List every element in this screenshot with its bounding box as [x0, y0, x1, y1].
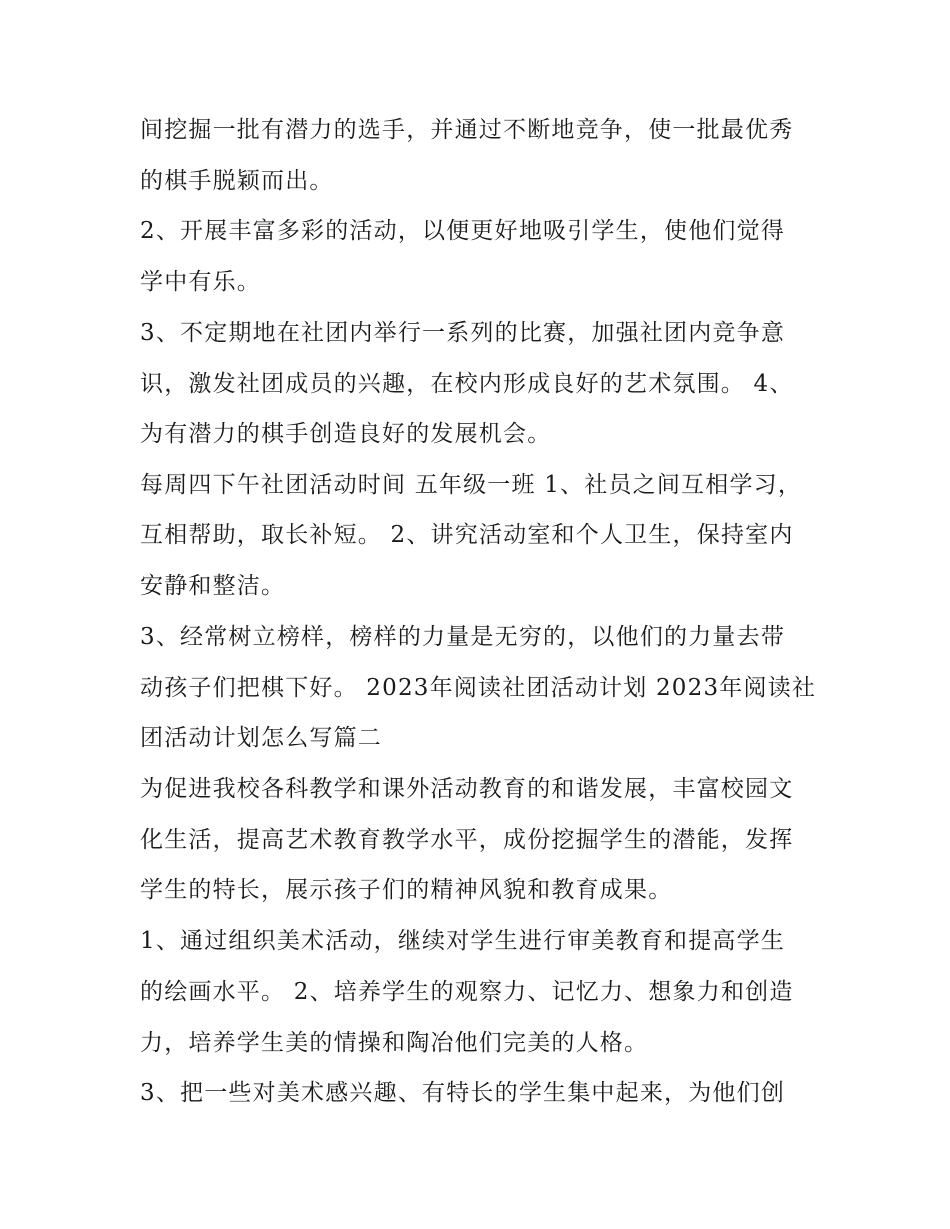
text-line: 学生的特长，展示孩子们的精神风貌和教育成果。	[140, 877, 673, 903]
text-line: 3、不定期地在社团内举行一系列的比赛，加强社团内竞争意	[140, 320, 786, 346]
text-line: 2、开展丰富多彩的活动，以便更好地吸引学生，使他们觉得	[140, 218, 786, 244]
text-line: 学中有乐。	[140, 269, 261, 295]
text-line: 团活动计划怎么写篇二	[140, 725, 382, 751]
text-line: 每周四下午社团活动时间 五年级一班 1、社员之间互相学习，	[140, 472, 803, 498]
text-line: 3、经常树立榜样，榜样的力量是无穷的，以他们的力量去带	[140, 624, 786, 650]
text-line: 动孩子们把棋下好。 2023年阅读社团活动计划 2023年阅读社	[140, 675, 817, 701]
text-line: 为促进我校各科教学和课外活动教育的和谐发展，丰富校园文	[140, 776, 794, 802]
text-line: 3、把一些对美术感兴趣、有特长的学生集中起来，为他们创	[140, 1080, 786, 1106]
text-line: 1、通过组织美术活动，继续对学生进行审美教育和提高学生	[140, 928, 786, 954]
text-line: 的绘画水平。 2、培养学生的观察力、记忆力、想象力和创造	[140, 979, 794, 1005]
text-line: 为有潜力的棋手创造良好的发展机会。	[140, 421, 552, 447]
text-line: 安静和整洁。	[140, 573, 286, 599]
text-line: 力，培养学生美的情操和陶冶他们完美的人格。	[140, 1030, 649, 1056]
text-line: 识，激发社团成员的兴趣，在校内形成良好的艺术氛围。 4、	[140, 371, 794, 397]
text-line: 化生活，提高艺术教育教学水平，成份挖掘学生的潜能，发挥	[140, 827, 794, 853]
text-line: 的棋手脱颖而出。	[140, 168, 334, 194]
text-line: 间挖掘一批有潜力的选手，并通过不断地竞争，使一批最优秀	[140, 117, 794, 143]
text-line: 互相帮助，取长补短。 2、讲究活动室和个人卫生，保持室内	[140, 522, 794, 548]
